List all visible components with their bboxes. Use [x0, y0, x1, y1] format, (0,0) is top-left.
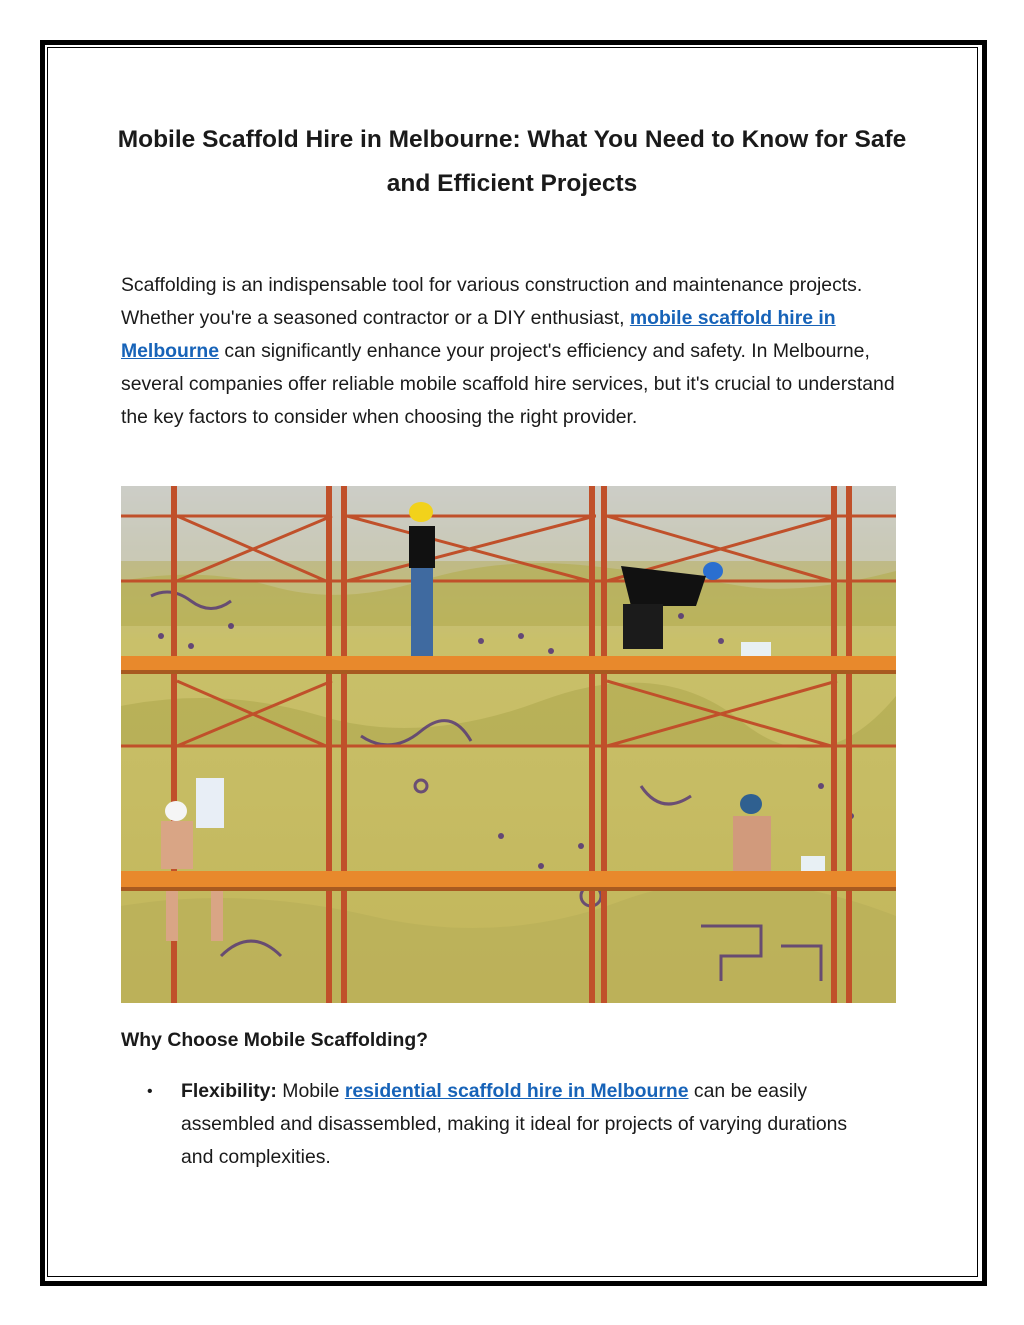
bullet-marker: •	[147, 1083, 153, 1100]
list-item	[121, 1075, 881, 1174]
intro-text-part2: can significantly enhance your project's efficiency and safety. In Melbourne, several companies offer reliable mobile scaffold hire services, but it's crucial to understand the key factors to consider when choosing the right provider.	[121, 340, 895, 428]
benefits-list	[121, 1075, 881, 1174]
bullet-lead-label: Flexibility:	[181, 1080, 277, 1102]
bullet-text-after: can be easily assembled and disassembled, making it ideal for projects of varying durations and complexities.	[181, 1080, 848, 1168]
residential-scaffold-hire-link[interactable]: residential scaffold hire in Melbourne	[344, 1080, 689, 1102]
bullet-text-before: Mobile	[276, 1080, 345, 1102]
scaffolding-workers-photo	[121, 486, 896, 1003]
intro-text-part1: Scaffolding is an indispensable tool for various construction and maintenance projects. Whether you're a seasoned contractor or a DIY enthusiast,	[121, 274, 863, 329]
mobile-scaffold-hire-link[interactable]: mobile scaffold hire in Melbourne	[121, 307, 836, 362]
section-heading-why-mobile: Why Choose Mobile Scaffolding?	[121, 1029, 429, 1051]
document-title: Mobile Scaffold Hire in Melbourne: What You Need to Know for Safe and Efficient Projects	[117, 126, 907, 197]
intro-paragraph	[121, 269, 911, 434]
